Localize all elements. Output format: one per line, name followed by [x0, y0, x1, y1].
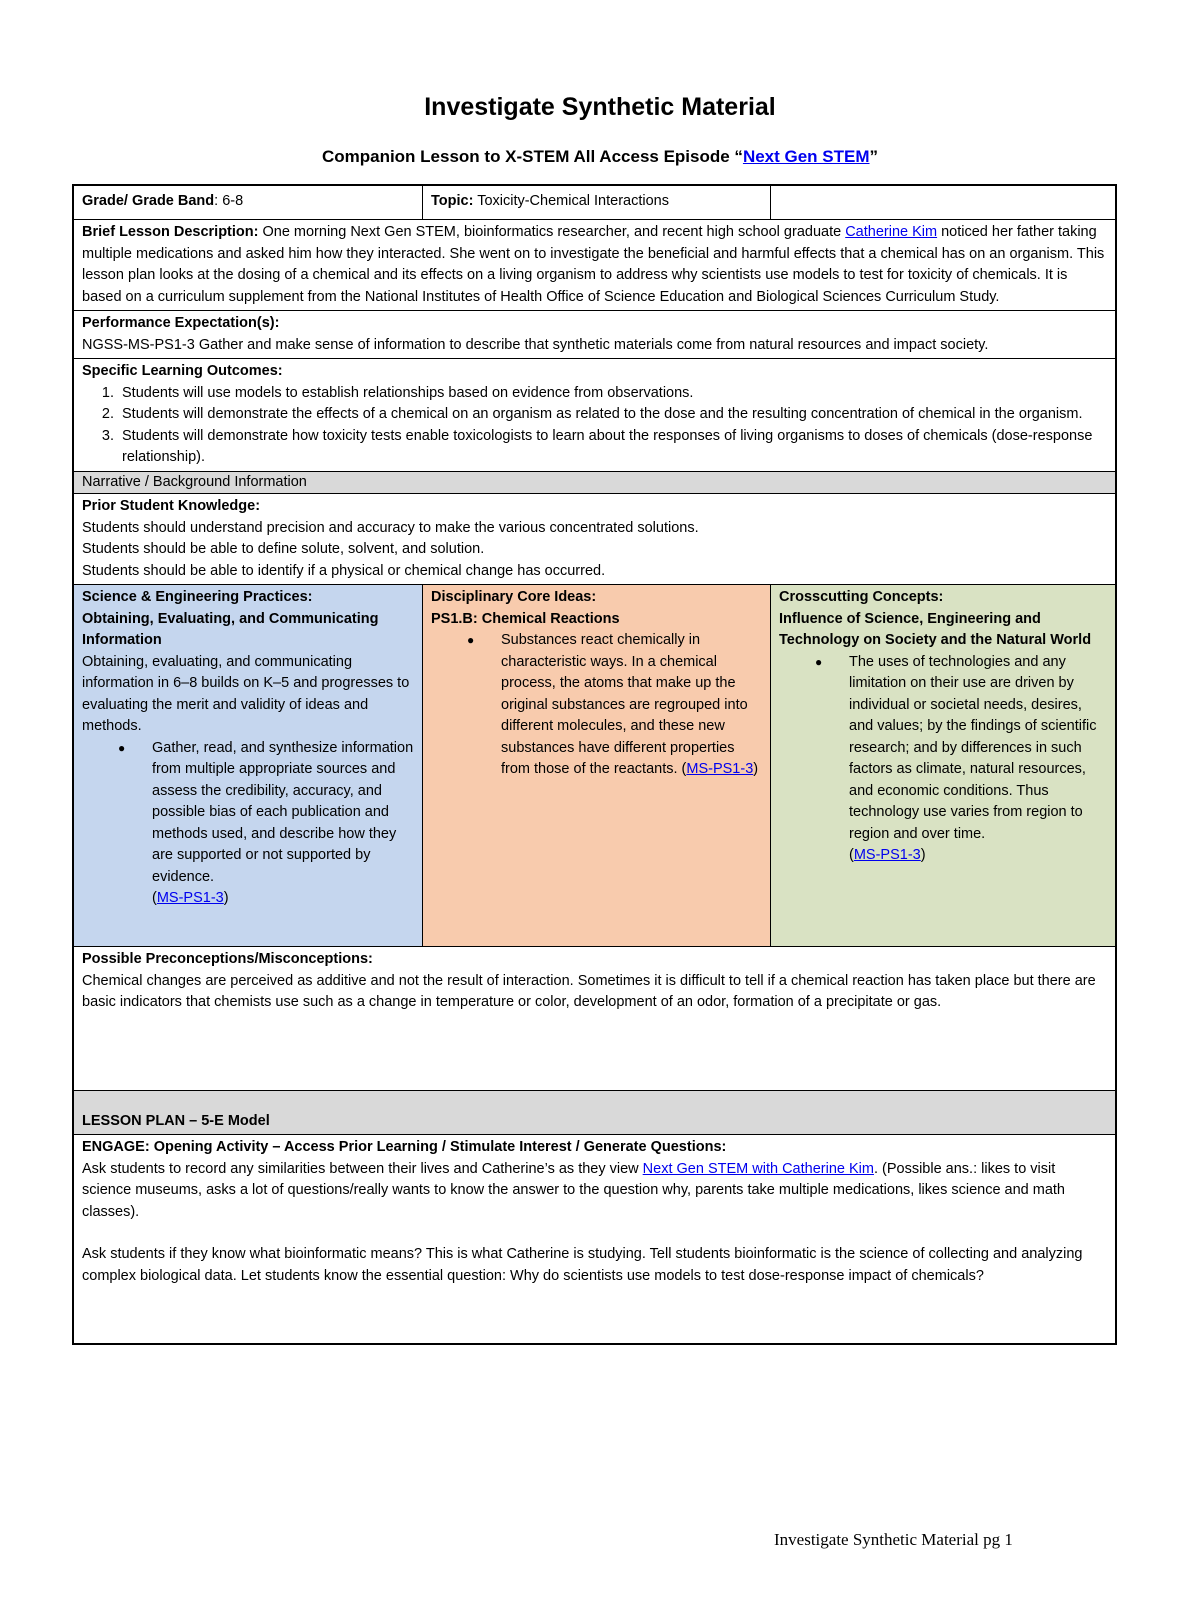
outcomes-label: Specific Learning Outcomes: [82, 363, 283, 379]
empty-cell [771, 186, 1115, 219]
practices-heading: Science & Engineering Practices: [82, 589, 313, 605]
performance-label: Performance Expectation(s): [82, 315, 280, 331]
core-ideas-list [431, 630, 762, 781]
narrative-label: Narrative / Background Information [82, 473, 307, 490]
subtitle-prefix: Companion Lesson to X-STEM All Access Episode “ [321, 147, 743, 166]
misconceptions-text: Chemical changes are perceived as additive and not the result of interaction. Sometimes it is difficult to tell if a chemical reaction has taken place but there are basic indicators that chemists use such as a change in temperature or color, development of an odor, formation of a precipitate or gas. [82, 972, 1096, 1010]
practices-ref-link[interactable]: MS-PS1-3 [156, 890, 224, 906]
core-ideas-bullet: ● Substances react chemically in characteristic ways. In a chemical process, the atoms that make up the original substances are regrouped into different molecules, and these new substances have different properties from those of the reactants. (MS-PS1-3) [501, 630, 762, 781]
practices-bullet: ● Gather, read, and synthesize information from multiple appropriate sources and assess the credibility, accuracy, and possible bias of each publication and methods used, and describe how they are supported or not supported by evidence. (MS-PS1-3) [152, 738, 414, 910]
misconceptions-row [74, 947, 1115, 1091]
prior-line: Students should be able to define solute, solvent, and solution. [82, 541, 485, 557]
engage-paragraph: Ask students to record any similarities between their lives and Catherine’s as they view Next Gen STEM with Catherine Kim. (Possible ans.: likes to visit science museums, asks a lot of questions/really wants to know the answer to the question why, parents take multiple medications, likes science and math classes). [82, 1160, 1065, 1220]
grade-value: : 6-8 [214, 193, 244, 209]
grade-label: Grade/ Grade Band [82, 193, 215, 209]
engage-label: ENGAGE: Opening Activity – Access Prior Learning / Stimulate Interest / Generate Questions: [82, 1139, 727, 1155]
core-ideas-heading: Disciplinary Core Ideas: [431, 589, 597, 605]
performance-row [74, 311, 1115, 359]
lesson-table [72, 184, 1117, 1345]
topic-cell [423, 186, 771, 219]
crosscutting-ref-close: ) [920, 847, 926, 863]
crosscutting-ref-link[interactable]: MS-PS1-3 [853, 847, 921, 863]
practices-cell [74, 585, 423, 946]
description-row [74, 220, 1115, 311]
lesson-plan-row [74, 1091, 1115, 1135]
subtitle-suffix: ” [869, 147, 879, 166]
episode-link[interactable]: Next Gen STEM [742, 147, 870, 166]
outcome-item: 2. Students will demonstrate the effects of a chemical on an organism as related to the dose and the resulting concentration of chemical in the organism. [118, 404, 1107, 426]
grade-cell [74, 186, 423, 219]
practices-text: Obtaining, evaluating, and communicating information in 6–8 builds on K–5 and progresses to evaluating the merit and validity of ideas and methods. [82, 653, 410, 734]
outcomes-row [74, 359, 1115, 472]
prior-knowledge-row [74, 494, 1115, 585]
crosscutting-list [779, 652, 1107, 867]
page-footer: Investigate Synthetic Material pg 1 [774, 1530, 1013, 1549]
crosscutting-ref-open: ( [849, 847, 854, 863]
document-subtitle [0, 147, 1200, 167]
crosscutting-bullet: ● The uses of technologies and any limitation on their use are driven by individual or societal needs, desires, and values; by the findings of scientific research; and by differences in such factors as climate, natural resources, and economic conditions. Thus technology use varies from region to region and over time. (MS-PS1-3) [849, 652, 1107, 867]
prior-label: Prior Student Knowledge: [82, 498, 261, 514]
performance-text: NGSS-MS-PS1-3 Gather and make sense of information to describe that synthetic materials come from natural resources and impact society. [82, 336, 989, 353]
practices-subheading: Obtaining, Evaluating, and Communicating Information [82, 610, 379, 648]
crosscutting-heading: Crosscutting Concepts: [779, 589, 944, 605]
narrative-row [74, 472, 1115, 495]
outcome-item: 3. Students will demonstrate how toxicity tests enable toxicologists to learn about the responses of living organisms to doses of chemicals (dose-response relationship). [118, 426, 1107, 469]
topic-label: Topic: [431, 193, 474, 209]
crosscutting-subheading: Influence of Science, Engineering and Technology on Society and the Natural World [779, 610, 1092, 648]
practices-ref-close: ) [223, 890, 229, 906]
misconceptions-label: Possible Preconceptions/Misconceptions: [82, 951, 373, 967]
description-pre: One morning Next Gen STEM, bioinformatics researcher, and recent high school graduate [258, 224, 846, 240]
description-post: noticed her father taking multiple medications and asked him how they interacted. She went on to investigate the beneficial and harmful effects that a chemical has on an organism. This lesson plan looks at the dosing of a chemical and its effects on a living organism to address why scientists use models to test for toxicity of chemicals. It is based on a curriculum supplement from the National Institutes of Health Office of Science Education and Biological Sciences Curriculum Study. [82, 224, 1105, 305]
core-ideas-ref-link[interactable]: MS-PS1-3 [686, 761, 754, 777]
outcome-item: 1. Students will use models to establish relationships based on evidence from observations. [118, 383, 1107, 405]
outcomes-list [82, 383, 1107, 469]
core-ideas-ref-close: ) [753, 761, 759, 777]
practices-ref-open: ( [152, 890, 157, 906]
description-label: Brief Lesson Description: [82, 224, 259, 240]
engage-row [74, 1135, 1115, 1343]
header-row [74, 186, 1115, 220]
prior-line: Students should understand precision and accuracy to make the various concentrated solutions. [82, 519, 699, 536]
video-link[interactable]: Next Gen STEM with Catherine Kim [642, 1160, 874, 1177]
standards-row [74, 585, 1115, 947]
prior-line: Students should be able to identify if a physical or chemical change has occurred. [82, 562, 606, 579]
crosscutting-cell [771, 585, 1115, 946]
document-title: Investigate Synthetic Material [424, 93, 776, 121]
core-ideas-subheading: PS1.B: Chemical Reactions [431, 610, 620, 627]
catherine-kim-link[interactable]: Catherine Kim [845, 224, 938, 240]
lesson-plan-label: LESSON PLAN – 5-E Model [82, 1113, 270, 1129]
engage-paragraph-2: Ask students if they know what bioinformatic means? This is what Catherine is studying. Tell students bioinformatic is the science of collecting and analyzing complex biological data. Let students know the essential question: Why do scientists use models to test dose-response impact of chemicals? [82, 1246, 1083, 1284]
practices-list [82, 738, 414, 910]
core-ideas-cell [423, 585, 771, 946]
topic-value: Toxicity-Chemical Interactions [473, 193, 669, 209]
